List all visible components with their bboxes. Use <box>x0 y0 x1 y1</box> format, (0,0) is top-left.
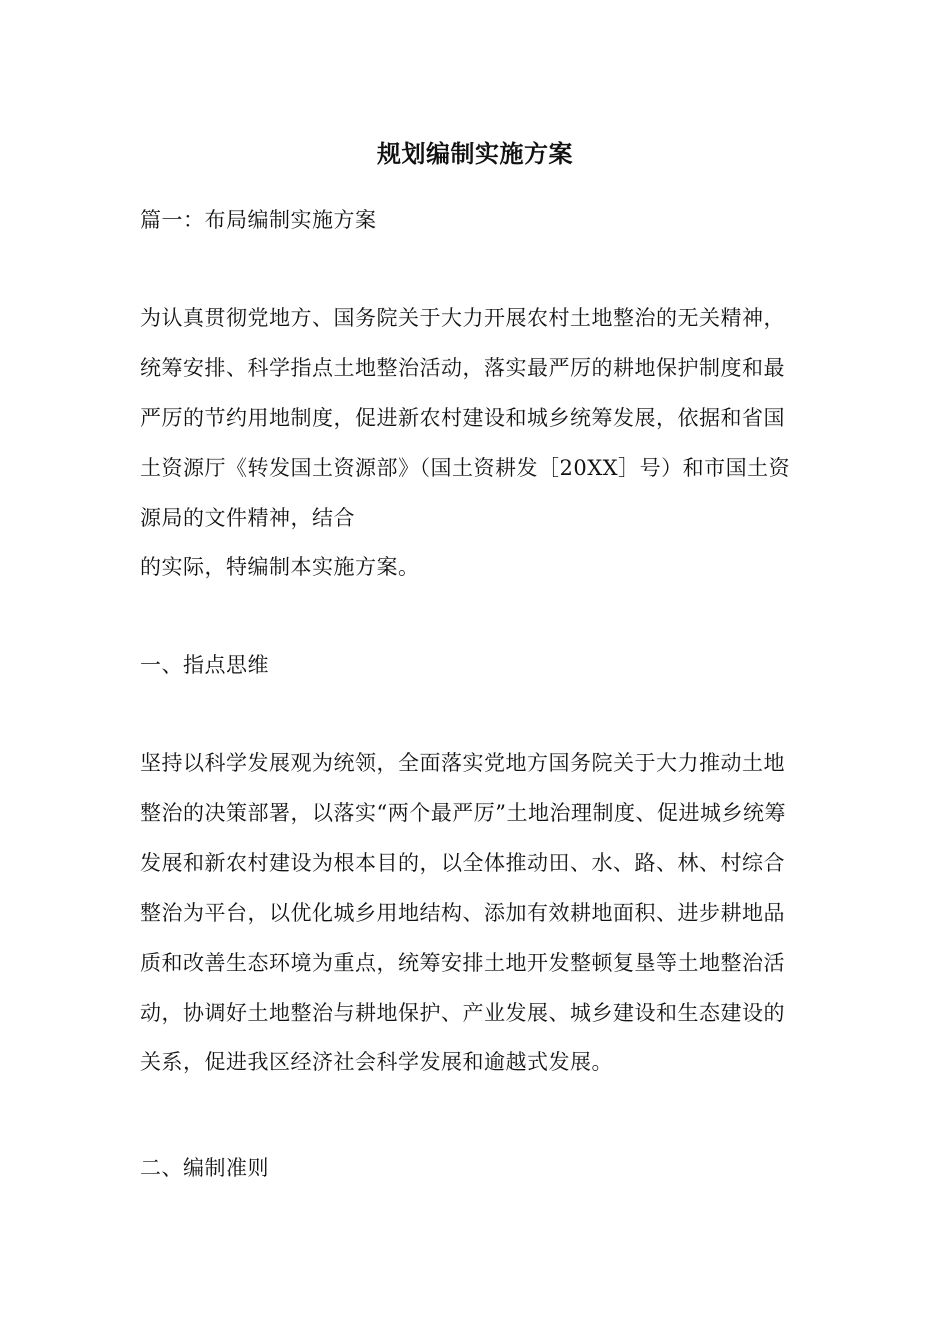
intro-line-5: 源局的文件精神，结合 <box>140 506 355 530</box>
intro-line-3: 严厉的节约用地制度，促进新农村建设和城乡统筹发展，依据和省国 <box>140 406 785 430</box>
intro-line-6: 的实际，特编制本实施方案。 <box>140 555 420 579</box>
section-heading-2: 二、编制准则 <box>140 1156 269 1180</box>
section1-line-5: 质和改善生态环境为重点，统筹安排土地开发整顿复垦等土地整治活 <box>140 951 785 975</box>
section1-line-6: 动，协调好土地整治与耕地保护、产业发展、城乡建设和生态建设的 <box>140 1001 785 1025</box>
intro-line-4: 土资源厅《转发国土资源部》（国土资耕发［20XX］号）和市国土资 <box>140 456 791 480</box>
section1-line-2: 整治的决策部署，以落实“两个最严厉”土地治理制度、促进城乡统筹 <box>140 801 786 825</box>
section1-line-7: 关系，促进我区经济社会科学发展和逾越式发展。 <box>140 1050 613 1074</box>
intro-line-1: 为认真贯彻党地方、国务院关于大力开展农村土地整治的无关精神， <box>140 306 785 330</box>
intro-line-2: 统筹安排、科学指点土地整治活动，落实最严厉的耕地保护制度和最 <box>140 356 785 380</box>
section-heading-1: 一、指点思维 <box>140 653 269 677</box>
section1-line-4: 整治为平台，以优化城乡用地结构、添加有效耕地面积、进步耕地品 <box>140 901 785 925</box>
document-subtitle: 篇一：布局编制实施方案 <box>140 208 377 232</box>
section1-line-3: 发展和新农村建设为根本目的，以全体推动田、水、路、林、村综合 <box>140 851 785 875</box>
document-title: 规划编制实施方案 <box>377 140 573 168</box>
section1-line-1: 坚持以科学发展观为统领，全面落实党地方国务院关于大力推动土地 <box>140 751 785 775</box>
